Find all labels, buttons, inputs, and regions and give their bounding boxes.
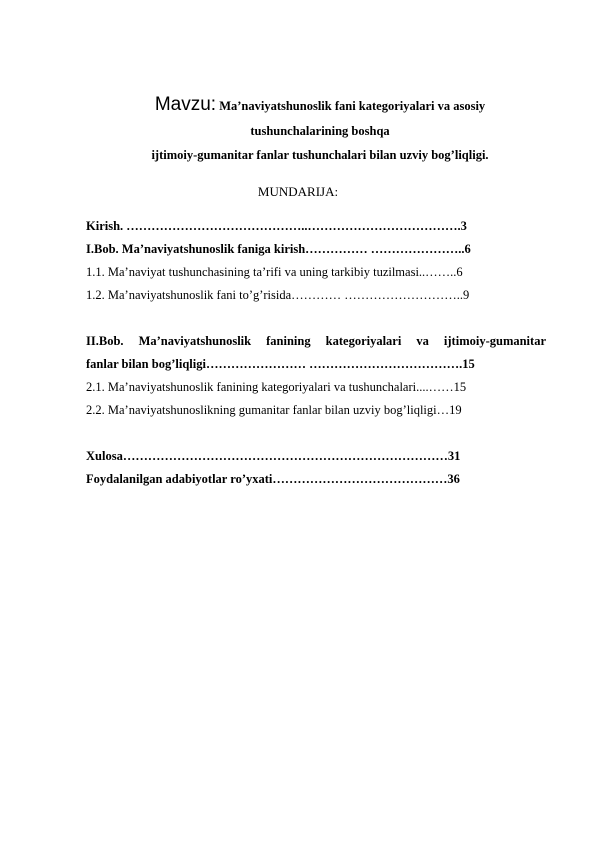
toc-entry-section-1-2: 1.2. Ma’naviyatshunoslik fani to’g’risida………… ………………………..9 <box>86 288 470 302</box>
toc-entry-chapter-1: I.Bob. Ma’naviyatshunoslik faniga kirish…………… …………………..6 <box>86 242 471 256</box>
toc-entry-section-1-1: 1.1. Ma’naviyat tushunchasining ta’rifi va uning tarkibiy tuzilmasi..……..6 <box>86 265 463 279</box>
title-line-3: ijtimoiy-gumanitar fanlar tushunchalari bilan uzviy bog’liqligi. <box>151 148 489 162</box>
title-line-2: tushunchalarining boshqa <box>250 124 390 138</box>
toc-entry-section-2-2: 2.2. Ma’naviyatshunoslikning gumanitar fanlar bilan uzviy bog’liqligi…19 <box>86 403 462 417</box>
title-text-1: Ma’naviyatshunoslik fani kategoriyalari va asosiy <box>219 99 486 113</box>
title-line-1 <box>70 92 570 118</box>
toc-heading: MUNDARIJA: <box>257 184 339 199</box>
toc-entry-intro: Kirish. ……………………………………..……………………………….3 <box>86 219 467 233</box>
title-prefix: Mavzu: <box>154 94 217 115</box>
document-title <box>70 92 570 167</box>
table-of-contents <box>86 215 546 491</box>
toc-spacer <box>86 307 546 330</box>
toc-entry-section-2-1: 2.1. Ma’naviyatshunoslik fanining kategoriyalari va tushunchalari....……15 <box>86 380 467 394</box>
toc-entry-references: Foydalanilgan adabiyotlar ro’yxati……………………………………36 <box>86 472 460 486</box>
toc-entry-chapter-2-line-2: fanlar bilan bog’liqligi…………………… ……………………………….15 <box>86 357 475 371</box>
toc-entry-conclusion: Xulosa……………………………………………………………………31 <box>86 449 461 463</box>
toc-spacer <box>86 422 546 445</box>
toc-entry-chapter-2-line-1: II.Bob. Ma’naviyatshunoslik fanining kategoriyalari va ijtimoiy-gumanitar <box>86 334 546 348</box>
